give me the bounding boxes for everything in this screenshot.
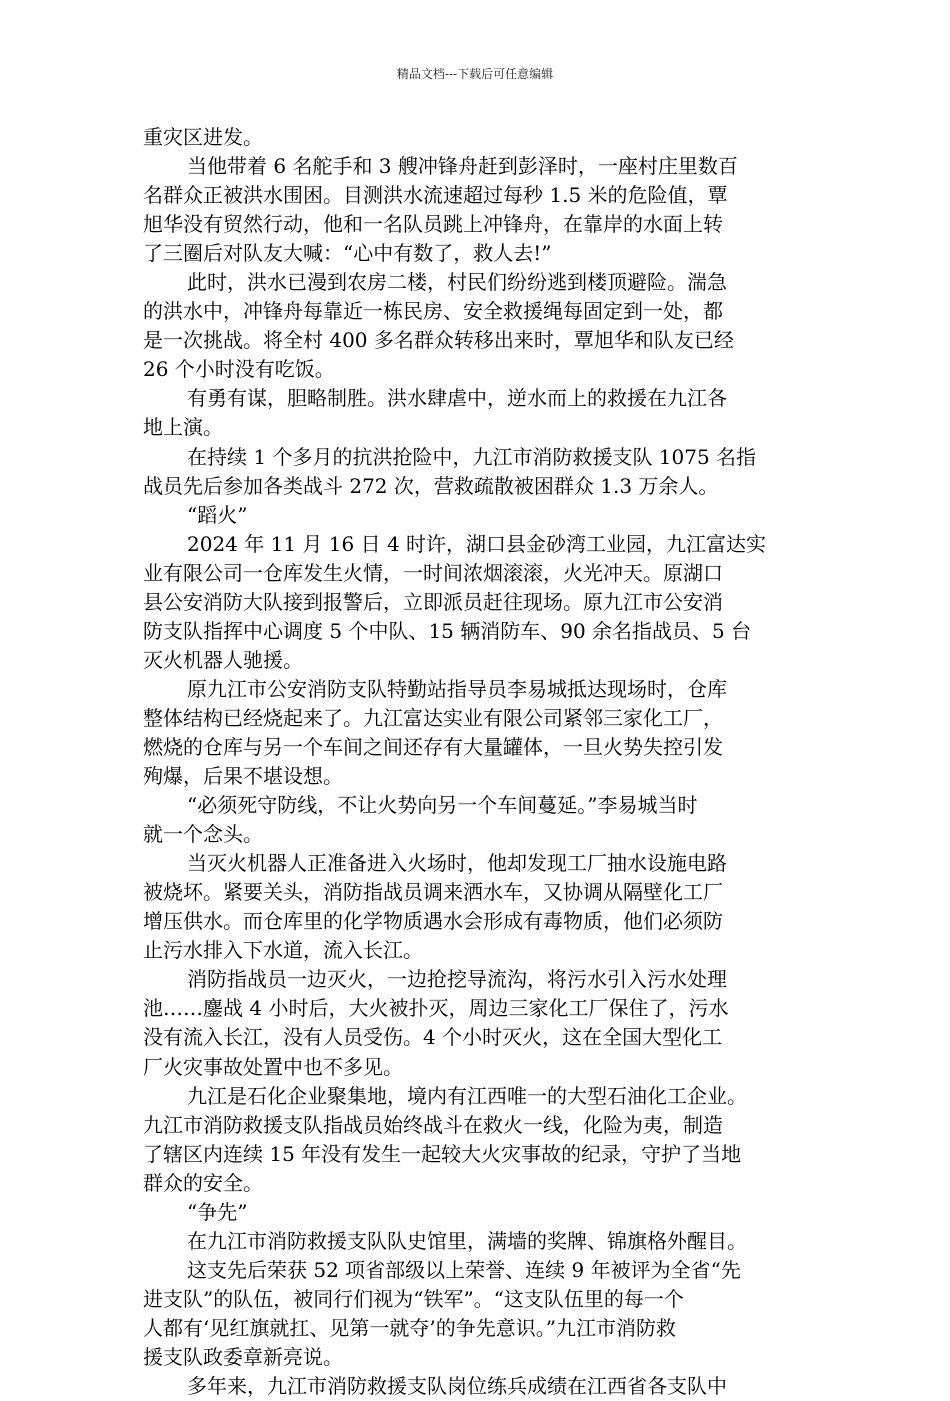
paragraph-line: 殉爆，后果不堪设想。 [143,764,343,789]
paragraph-line: 的洪水中，冲锋舟每靠近一栋民房、安全救援绳每固定到一处，都 [143,299,723,324]
paragraph-line: 援支队政委章新亮说。 [143,1344,343,1369]
paragraph-first-line: “争先” [187,1199,248,1224]
paragraph-first-line: 消防指战员一边灭火，一边抢挖导流沟，将污水引入污水处理 [187,967,727,992]
paragraph-first-line: 此时，洪水已漫到农房二楼，村民们纷纷逃到楼顶避险。湍急 [187,270,727,295]
paragraph-line: 群众的安全。 [143,1170,263,1195]
paragraph-line: 止污水排入下水道，流入长江。 [143,938,423,963]
paragraph-first-line: 有勇有谋，胆略制胜。洪水肆虐中，逆水而上的救援在九江各 [187,386,727,411]
paragraph-first-line: 当他带着 6 名舵手和 3 艘冲锋舟赶到彭泽时，一座村庄里数百 [187,154,738,179]
paragraph-line: 被烧坏。紧要关头，消防指战员调来洒水车，又协调从隔壁化工厂 [143,880,723,905]
paragraph-line: 旭华没有贸然行动，他和一名队员跳上冲锋舟，在靠岸的水面上转 [143,212,723,237]
paragraph-line: 池……鏖战 4 小时后，大火被扑灭，周边三家化工厂保住了，污水 [143,996,729,1021]
paragraph-first-line: 九江是石化企业聚集地，境内有江西唯一的大型石油化工企业。 [187,1083,747,1108]
paragraph-first-line: 这支先后荣获 52 项省部级以上荣誉、连续 9 年被评为全省“先 [187,1257,741,1282]
paragraph-line: 没有流入长江，没有人员受伤。4 个小时灭火，这在全国大型化工 [143,1025,723,1050]
paragraph-line: 增压供水。而仓库里的化学物质遇水会形成有毒物质，他们必须防 [143,909,723,934]
page-header: 精品文档---下载后可任意编辑 [396,67,554,81]
paragraph-first-line: 当灭火机器人正准备进入火场时，他却发现工厂抽水设施电路 [187,851,727,876]
paragraph-line: 进支队”的队伍，被同行们视为“铁军”。“这支队伍里的每一个 [143,1286,684,1311]
paragraph-line: 是一次挑战。将全村 400 多名群众转移出来时，覃旭华和队友已经 [143,328,734,353]
paragraph-first-line: 在持续 1 个多月的抗洪抢险中，九江市消防救援支队 1075 名指 [187,444,757,469]
paragraph-first-line: 在九江市消防救援支队队史馆里，满墙的奖牌、锦旗格外醒目。 [187,1228,747,1253]
paragraph-line: 灭火机器人驰援。 [143,647,303,672]
paragraph-line: 地上演。 [143,415,223,440]
paragraph-line: 防支队指挥中心调度 5 个中队、15 辆消防车、90 余名指战员、5 台 [143,618,752,643]
paragraph-line: 26 个小时没有吃饭。 [143,357,335,382]
paragraph-line: 了三圈后对队友大喊：“心中有数了，救人去!” [143,241,552,266]
paragraph-first-line: 2024 年 11 月 16 日 4 时许，湖口县金砂湾工业园，九江富达实 [187,531,767,556]
paragraph-line: 就一个念头。 [143,822,263,847]
paragraph-first-line: “蹈火” [187,502,248,527]
document-body [143,123,827,1401]
paragraph-first-line: 多年来，九江市消防救援支队岗位练兵成绩在江西省各支队中 [187,1374,727,1399]
paragraph-line: 县公安消防大队接到报警后，立即派员赶往现场。原九江市公安消 [143,589,723,614]
paragraph-line: 战员先后参加各类战斗 272 次，营救疏散被困群众 1.3 万余人。 [143,473,719,498]
paragraph-line: 燃烧的仓库与另一个车间之间还存有大量罐体，一旦火势失控引发 [143,734,723,759]
paragraph-line: 厂火灾事故处置中也不多见。 [143,1054,403,1079]
paragraph-line: 了辖区内连续 15 年没有发生一起较大火灾事故的纪录，守护了当地 [143,1141,742,1166]
paragraph-line: 重灾区进发。 [143,125,263,149]
paragraph-line: 九江市消防救援支队指战员始终战斗在救火一线，化险为夷，制造 [143,1112,723,1137]
paragraph-line: 整体结构已经烧起来了。九江富达实业有限公司紧邻三家化工厂， [143,705,723,730]
paragraph-line: 业有限公司一仓库发生火情，一时间浓烟滚滚，火光冲天。原湖口 [143,560,723,585]
paragraph-first-line: “必须死守防线，不让火势向另一个车间蔓延。”李易城当时 [187,793,698,818]
paragraph-first-line: 原九江市公安消防支队特勤站指导员李易城抵达现场时，仓库 [187,676,727,701]
paragraph-line: 名群众正被洪水围困。目测洪水流速超过每秒 1.5 米的危险值，覃 [143,183,728,208]
paragraph-line: 人都有‘见红旗就扛、见第一就夺’的争先意识。”九江市消防救 [143,1315,676,1340]
